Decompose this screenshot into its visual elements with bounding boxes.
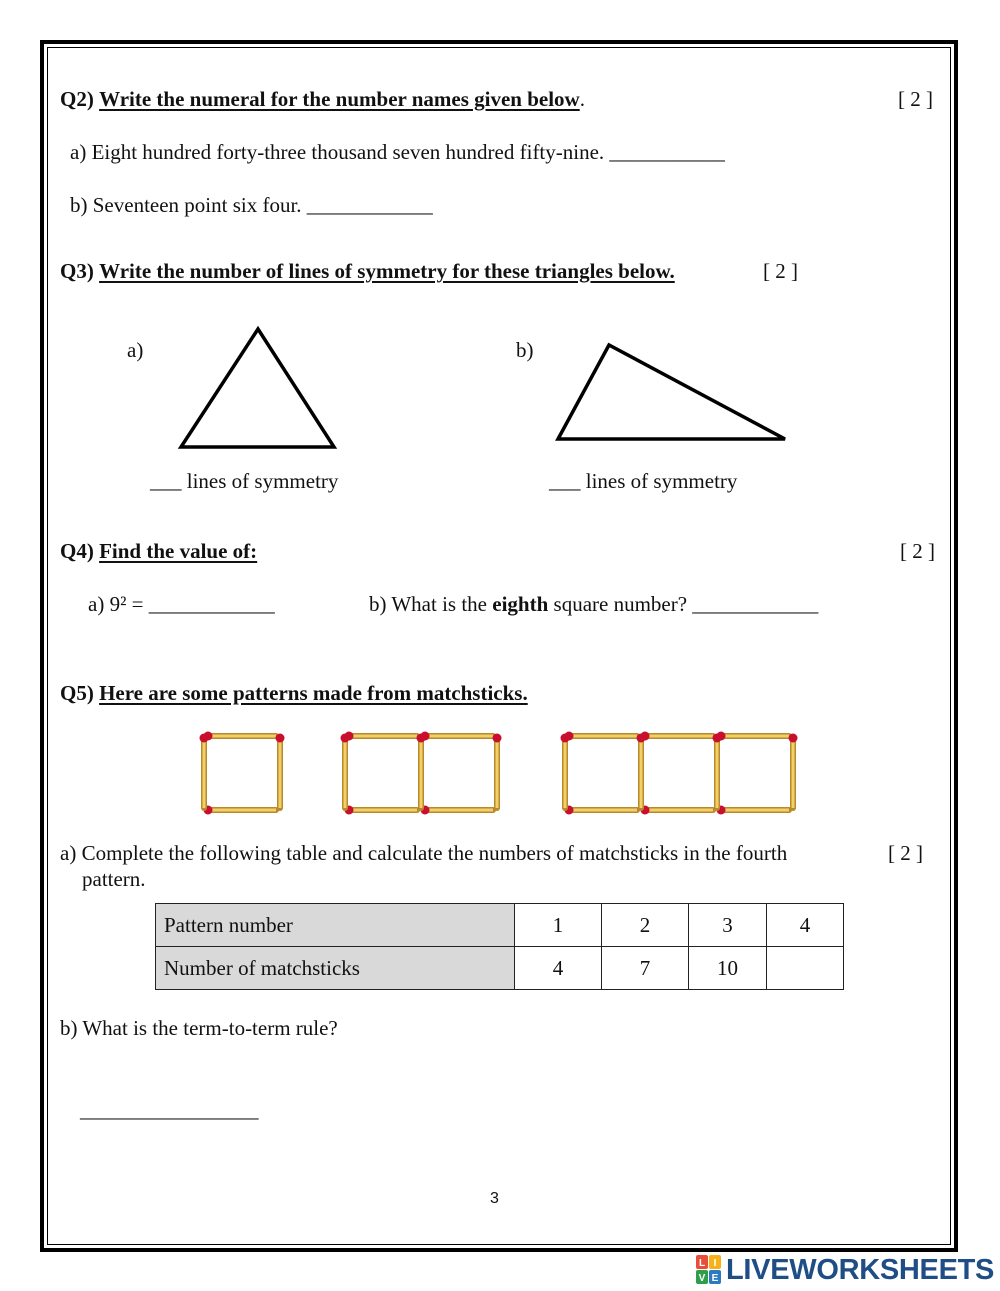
matchstick [493, 734, 502, 809]
q3-a-label: a) [127, 338, 144, 362]
q3-a-answer: ___ lines of symmetry [150, 469, 339, 493]
table-cell: 10 [689, 947, 767, 990]
svg-text:I: I [713, 1258, 717, 1269]
matchstick [565, 732, 638, 741]
matchstick [345, 732, 418, 741]
table-cell: 2 [602, 904, 689, 947]
svg-text:L: L [698, 1258, 706, 1269]
q2-part-b: b) Seventeen point six four. ____________ [70, 193, 433, 217]
q3-title: Write the number of lines of symmetry for these triangles below. [99, 259, 675, 283]
q4-part-a: a) 9² = ____________ [88, 592, 275, 616]
table-cell: 3 [689, 904, 767, 947]
matchstick [641, 732, 714, 741]
matchstick [637, 734, 646, 809]
liveworksheets-logo [696, 1255, 994, 1285]
q3-number: Q3) [60, 259, 94, 283]
matchstick [641, 806, 714, 815]
matchstick-table [155, 903, 844, 990]
q2-title-period: . [579, 87, 585, 111]
q2-number: Q2) [60, 87, 94, 111]
matchstick [789, 734, 798, 809]
q4-title: Find the value of: [99, 539, 258, 563]
table-row-header: Number of matchsticks [156, 947, 515, 990]
page-number: 3 [490, 1190, 499, 1207]
q4-b-bold: eighth [492, 592, 549, 616]
matchstick [565, 806, 638, 815]
table-row [156, 947, 844, 990]
matchstick [341, 734, 350, 809]
q2-title: Write the numeral for the number names given below [99, 87, 580, 111]
q4-number: Q4) [60, 539, 94, 563]
q4-b-suffix: square number? ____________ [548, 592, 819, 616]
matchstick [717, 732, 790, 741]
q5-part-a-line1: a) Complete the following table and calculate the numbers of matchsticks in the fourth [60, 841, 788, 865]
logo-blocks-icon [696, 1255, 722, 1285]
matchstick [421, 806, 494, 815]
matchstick [345, 806, 418, 815]
answer-cell[interactable] [767, 947, 844, 990]
table-row-header: Pattern number [156, 904, 515, 947]
matchstick [561, 734, 570, 809]
answer-line[interactable]: _________________ [80, 1098, 259, 1122]
q5-title: Here are some patterns made from matchsticks. [99, 681, 528, 705]
q3-marks: [ 2 ] [763, 259, 798, 283]
q3-b-answer: ___ lines of symmetry [549, 469, 738, 493]
q4-b-prefix: b) What is the [369, 592, 493, 616]
q4-marks: [ 2 ] [900, 539, 935, 563]
table-cell: 1 [515, 904, 602, 947]
matchstick [417, 734, 426, 809]
q5-part-a-line2: pattern. [82, 867, 146, 891]
matchstick [204, 732, 277, 741]
table-cell: 7 [602, 947, 689, 990]
svg-text:E: E [711, 1273, 719, 1284]
table-cell: 4 [767, 904, 844, 947]
q5-part-a-marks: [ 2 ] [888, 841, 923, 865]
matchstick [713, 734, 722, 809]
table-cell: 4 [515, 947, 602, 990]
matchstick [421, 732, 494, 741]
matchstick [204, 806, 277, 815]
matchstick [276, 734, 285, 809]
svg-text:V: V [698, 1273, 706, 1284]
table-row [156, 904, 844, 947]
q5-number: Q5) [60, 681, 94, 705]
matchstick [200, 734, 209, 809]
matchstick [717, 806, 790, 815]
q2-part-a: a) Eight hundred forty-three thousand seven hundred fifty-nine. ___________ [70, 140, 725, 164]
q2-marks: [ 2 ] [898, 87, 933, 111]
q3-b-label: b) [516, 338, 534, 362]
q5-part-b: b) What is the term-to-term rule? [60, 1016, 338, 1040]
brand-name: LIVEWORKSHEETS [726, 1253, 995, 1286]
